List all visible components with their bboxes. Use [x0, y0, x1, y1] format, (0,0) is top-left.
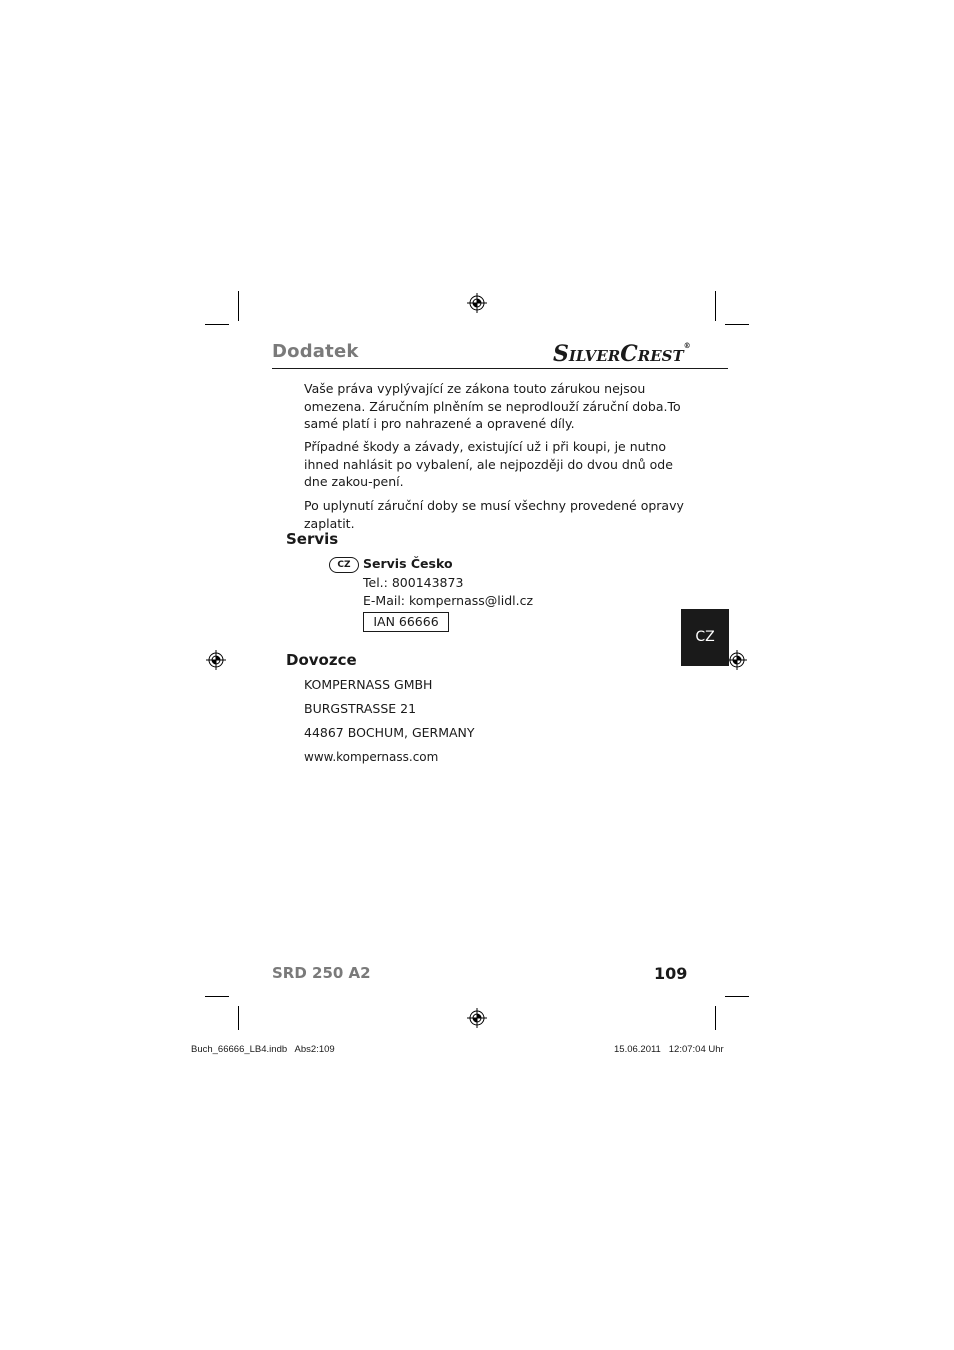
registration-mark-icon — [727, 650, 747, 670]
print-slug-date: 15.06.2011 12:07:04 Uhr — [614, 1044, 724, 1055]
service-name: Servis Česko — [363, 556, 453, 571]
page-number: 109 — [654, 964, 688, 983]
warranty-paragraph: Vaše práva vyplývající ze zákona touto zárukou nejsou omezena. Záručním plněním se neprodlouží záruční doba.To samé platí i pro nahrazené a opravené díly. — [304, 381, 681, 431]
crop-mark — [238, 1006, 239, 1030]
crop-mark — [725, 996, 749, 997]
registration-mark-icon — [467, 1008, 487, 1028]
dovozce-heading: Dovozce — [286, 651, 357, 669]
model-number: SRD 250 A2 — [272, 964, 371, 982]
page-title: Dodatek — [272, 341, 359, 362]
warranty-paragraph: Případné škody a závady, existující už i při koupi, je nutno ihned nahlásit po vybalení, ale nejpozději do dvou dnů ode dne zakou-pení. — [304, 439, 673, 489]
crop-mark — [238, 291, 239, 321]
registration-mark-icon — [206, 650, 226, 670]
header-divider — [272, 368, 728, 369]
importer-street: BURGSTRASSE 21 — [304, 701, 417, 716]
service-email: E-Mail: kompernass@lidl.cz — [363, 593, 534, 608]
brand-logo: SILVERCREST® — [553, 341, 691, 367]
importer-city: 44867 BOCHUM, GERMANY — [304, 725, 475, 740]
crop-mark — [725, 324, 749, 325]
language-tab: CZ — [681, 609, 729, 666]
crop-mark — [205, 996, 229, 997]
warranty-paragraph: Po uplynutí záruční doby se musí všechny provedené opravy zaplatit. — [304, 498, 684, 531]
servis-heading: Servis — [286, 530, 339, 548]
crop-mark — [715, 291, 716, 321]
registration-mark-icon — [467, 293, 487, 313]
country-badge: CZ — [329, 557, 359, 573]
ian-number: IAN 66666 — [363, 612, 449, 632]
crop-mark — [715, 1006, 716, 1030]
print-slug-file: Buch_66666_LB4.indb Abs2:109 — [191, 1044, 335, 1055]
service-phone: Tel.: 800143873 — [363, 575, 464, 590]
importer-website: www.kompernass.com — [304, 750, 439, 764]
importer-company: KOMPERNASS GMBH — [304, 677, 433, 692]
crop-mark — [205, 324, 229, 325]
